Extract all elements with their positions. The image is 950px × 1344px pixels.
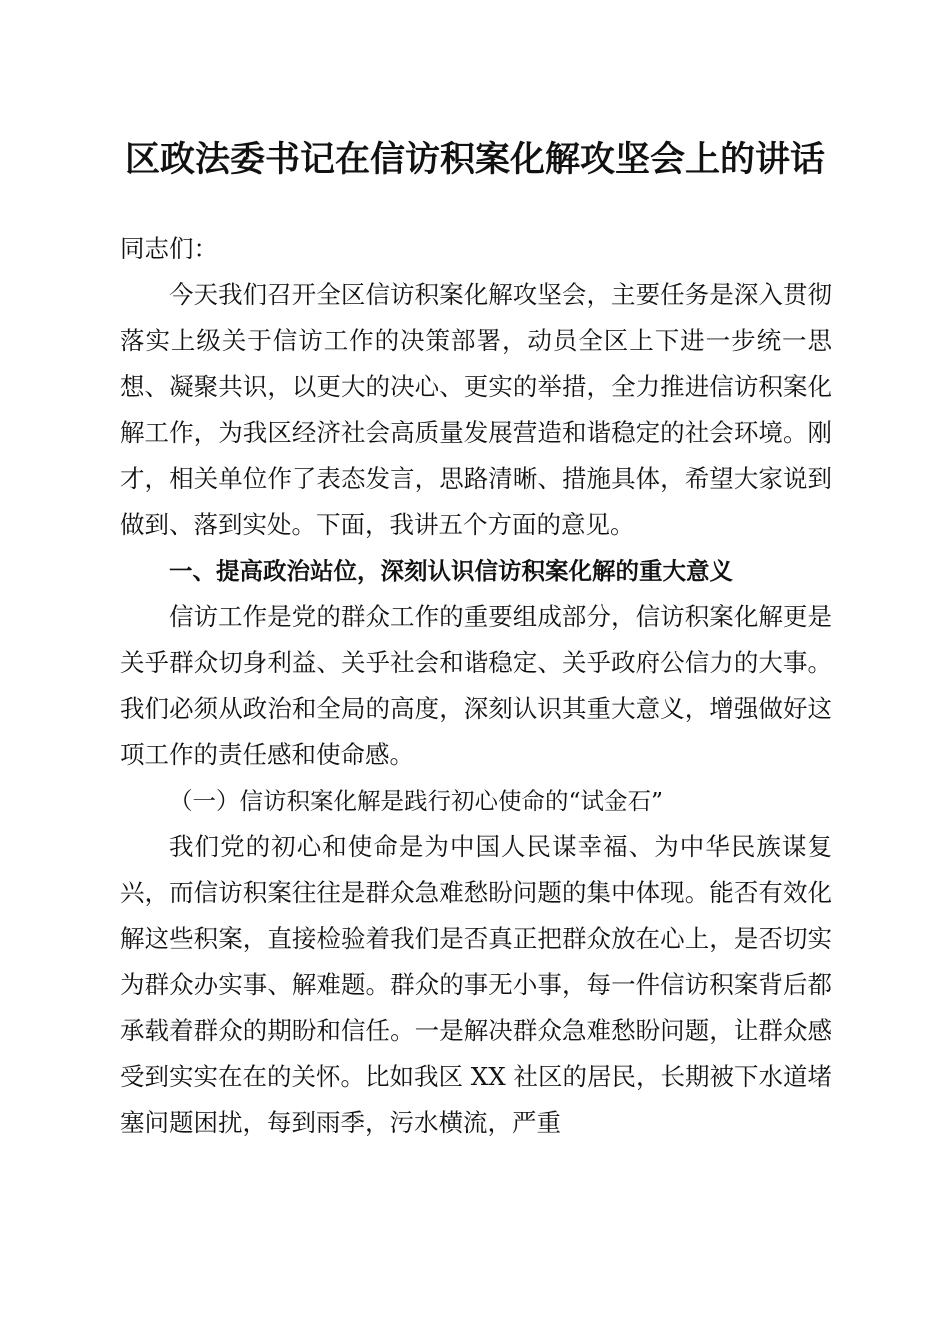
paragraph-intro: 今天我们召开全区信访积案化解攻坚会，主要任务是深入贯彻落实上级关于信访工作的决策部署，动员全区上下进一步统一思想、凝聚共识，以更大的决心、更实的举措，全力推进信访积案化解工作，为我区经济社会高质量发展营造和谐稳定的社会环境。刚才，相关单位作了表态发言，思路清晰、措施具体，希望大家说到做到、落到实处。下面，我讲五个方面的意见。 (120, 280, 832, 539)
paragraph-section-1: 信访工作是党的群众工作的重要组成部分，信访积案化解更是关乎群众切身利益、关乎社会和谐稳定、关乎政府公信力的大事。我们必须从政治和全局的高度，深刻认识其重大意义，增强做好这项工作的责任感和使命感。 (120, 602, 832, 769)
section-heading-1: 一、提高政治站位，深刻认识信访积案化解的重大意义 (169, 557, 733, 585)
paragraph-subsection-1: 我们党的初心和使命是为中国人民谋幸福、为中华民族谋复兴，而信访积案往往是群众急难愁盼问题的集中体现。能否有效化解这些积案，直接检验着我们是否真正把群众放在心上，是否切实为群众办实事、解难题。群众的事无小事，每一件信访积案背后都承载着群众的期盼和信任。一是解决群众急难愁盼问题，让群众感受到实实在在的关怀。比如我区 XX 社区的居民，长期被下水道堵塞问题困扰，每到雨季，污水横流，严重 (120, 832, 832, 1137)
document-body (120, 226, 832, 1146)
document-title: 区政法委书记在信访积案化解攻坚会上的讲话 (124, 139, 825, 180)
subsection-heading-1: （一）信访积案化解是践行初心使命的“试金石” (169, 787, 664, 815)
salutation: 同志们： (120, 234, 218, 263)
